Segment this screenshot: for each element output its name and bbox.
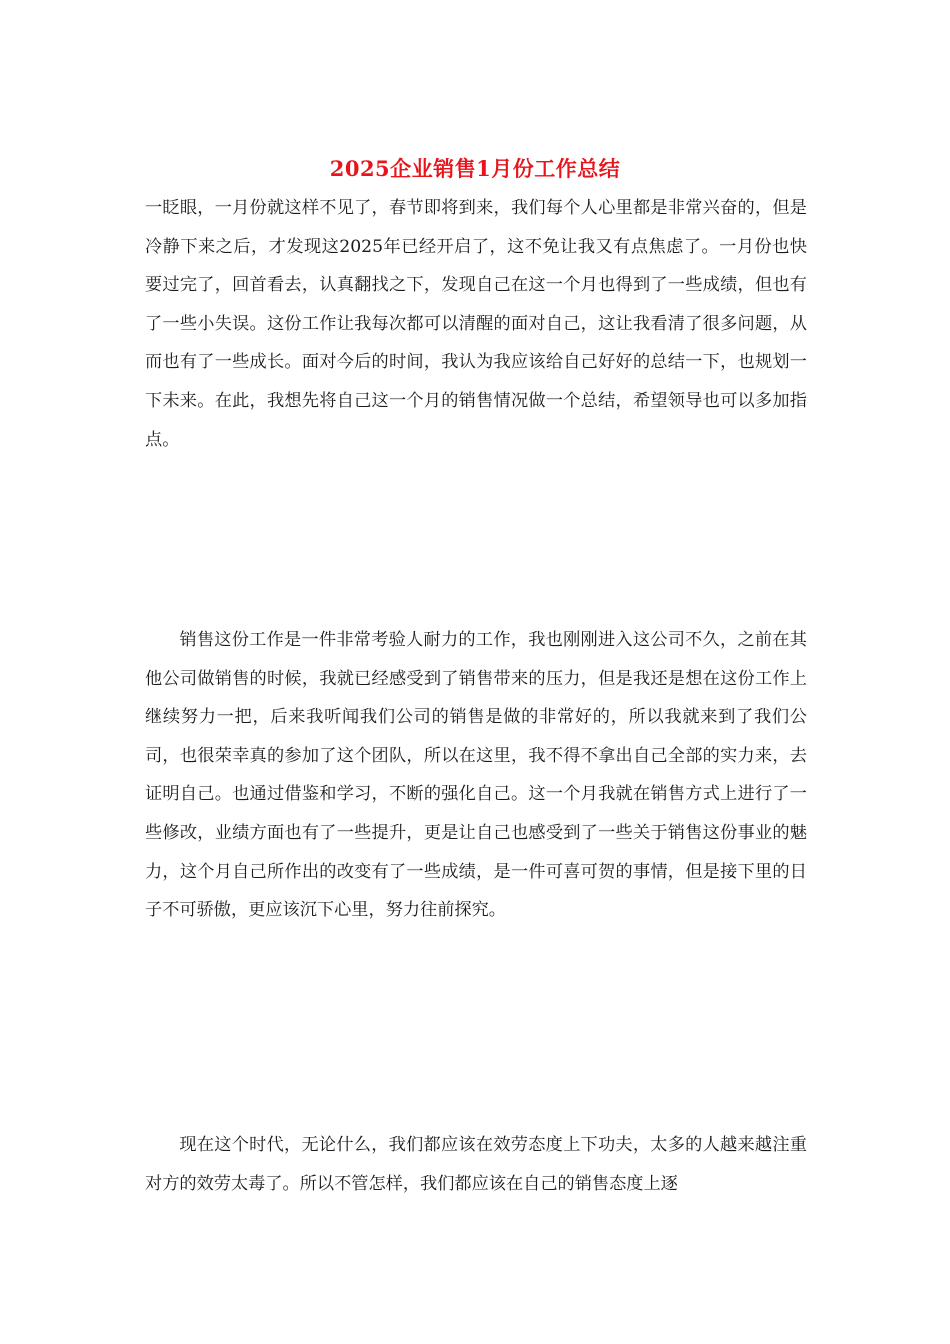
document-title: 2025企业销售1月份工作总结 xyxy=(329,156,621,181)
paragraph-sales-work: 销售这份工作是一件非常考验人耐力的工作，我也刚刚进入这公司不久，之前在其他公司做销售的时候，我就已经感受到了销售带来的压力，但是我还是想在这份工作上继续努力一把，后来我听闻我们公司的销售是做的非常好的，所以我就来到了我们公司，也很荣幸真的参加了这个团队，所以在这里，我不得不拿出自己全部的实力来，去证明自己。也通过借鉴和学习，不断的强化自己。这一个月我就在销售方式上进行了一些修改，业绩方面也有了一些提升，更是让自己也感受到了一些关于销售这份事业的魅力，这个月自己所作出的改变有了一些成绩，是一件可喜可贺的事情，但是接下里的日子不可骄傲，更应该沉下心里，努力往前探究。 xyxy=(145,630,807,921)
paragraph-intro: 一眨眼，一月份就这样不见了，春节即将到来，我们每个人心里都是非常兴奋的，但是冷静下来之后，才发现这2025年已经开启了，这不免让我又有点焦虑了。一月份也快要过完了，回首看去，认真翻找之下，发现自己在这一个月也得到了一些成绩，但也有了一些小失误。这份工作让我每次都可以清醒的面对自己，这让我看清了很多问题，从而也有了一些成长。面对今后的时间，我认为我应该给自己好好的总结一下，也规划一下未来。在此，我想先将自己这一个月的销售情况做一个总结，希望领导也可以多加指点。 xyxy=(145,198,807,450)
paragraph-service-attitude: 现在这个时代，无论什么，我们都应该在效劳态度上下功夫，太多的人越来越注重对方的效劳太毒了。所以不管怎样，我们都应该在自己的销售态度上逐 xyxy=(145,1135,807,1194)
